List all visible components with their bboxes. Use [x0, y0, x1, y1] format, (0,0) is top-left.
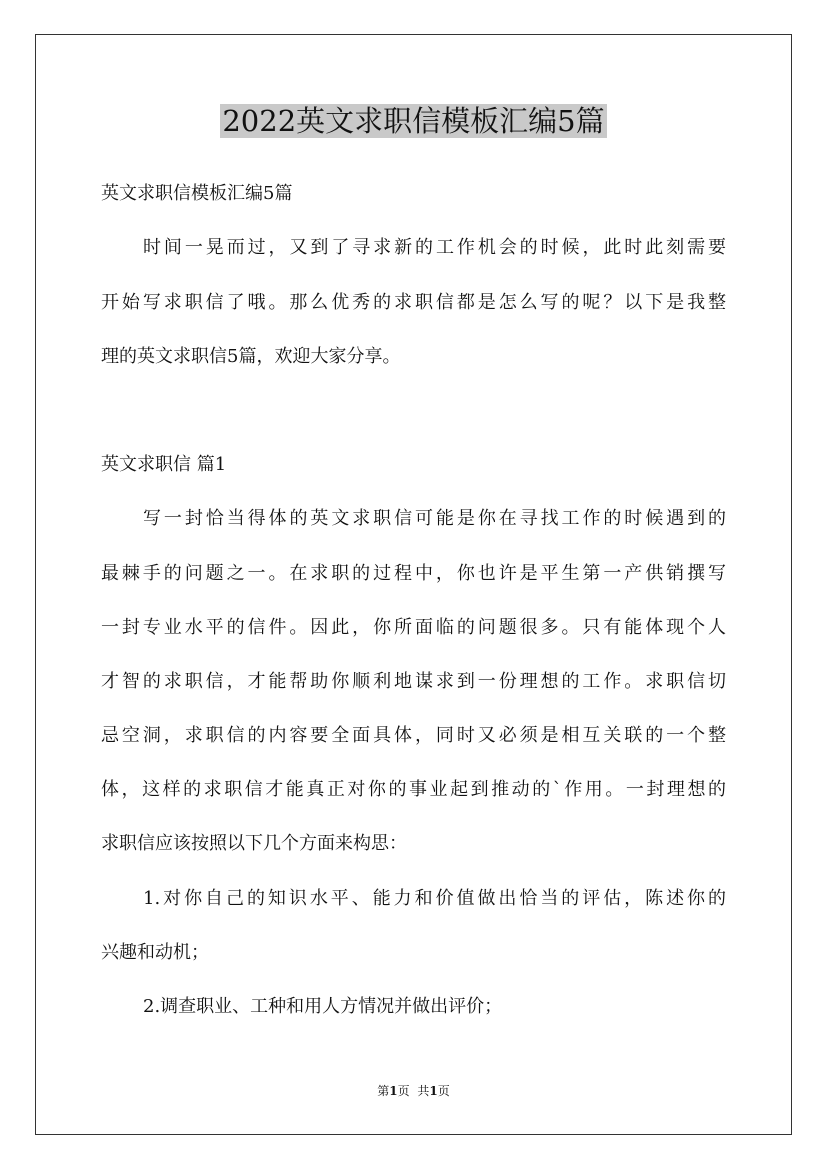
intro-line: 理的英文求职信5篇，欢迎大家分享。 [101, 346, 401, 367]
body-line: 最棘手的问题之一。在求职的过程中，你也许是平生第一产供销撰写 [101, 563, 726, 584]
document-title [0, 100, 827, 142]
intro-line: 时间一晃而过，又到了寻求新的工作机会的时候，此时此刻需要 [143, 237, 726, 258]
body-line: 体，这样的求职信才能真正对你的事业起到推动的`作用。一封理想的 [101, 779, 726, 800]
body-line: 一封专业水平的信件。因此，你所面临的问题很多。只有能体现个人 [101, 617, 726, 638]
footer-page-number: 1 [389, 1084, 398, 1098]
footer-total-suffix: 页 [437, 1084, 450, 1098]
footer-page-mid: 页 [397, 1084, 410, 1098]
intro-line: 开始写求职信了哦。那么优秀的求职信都是怎么写的呢？以下是我整 [101, 292, 726, 313]
list-item-continuation: 兴趣和动机； [101, 942, 209, 963]
section-heading: 英文求职信 篇1 [101, 454, 227, 475]
document-subtitle: 英文求职信模板汇编5篇 [101, 183, 293, 204]
document-title-text: 2022英文求职信模板汇编5篇 [222, 104, 605, 138]
list-item: 1.对你自己的知识水平、能力和价值做出恰当的评估，陈述你的 [143, 888, 726, 909]
body-line: 才智的求职信，才能帮助你顺利地谋求到一份理想的工作。求职信切 [101, 671, 726, 692]
body-line: 求职信应该按照以下几个方面来构思： [101, 833, 407, 854]
footer-total-number: 1 [429, 1084, 438, 1098]
footer-total-prefix: 共 [417, 1084, 430, 1098]
list-item: 2.调查职业、工种和用人方情况并做出评价； [143, 996, 503, 1017]
footer-page-prefix: 第 [377, 1084, 390, 1098]
page-footer [0, 1083, 827, 1099]
body-line: 写一封恰当得体的英文求职信可能是你在寻找工作的时候遇到的 [143, 508, 726, 529]
body-line: 忌空洞，求职信的内容要全面具体，同时又必须是相互关联的一个整 [101, 725, 726, 746]
